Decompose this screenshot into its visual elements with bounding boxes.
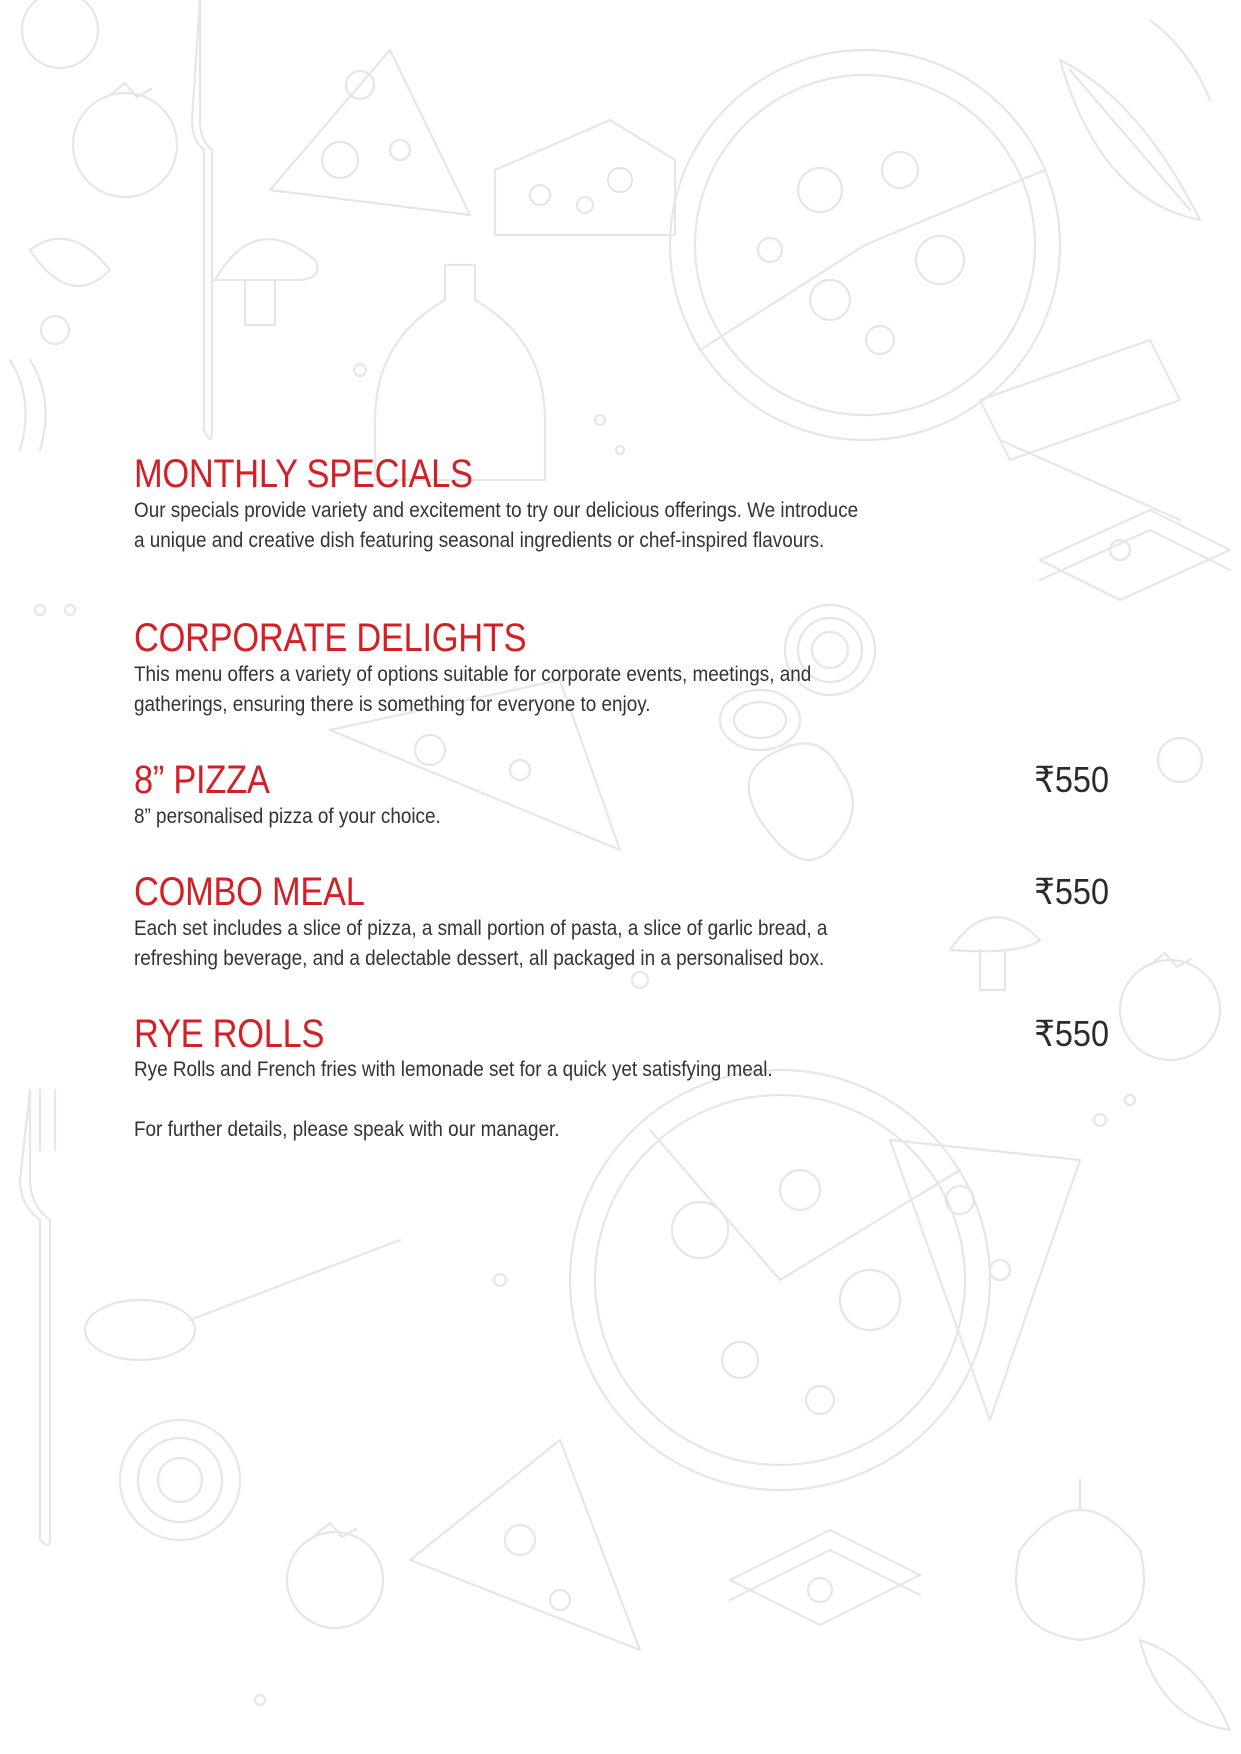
corporate-delights-desc-line2: gatherings, ensuring there is something for everyone to enjoy. — [134, 693, 651, 716]
corporate-delights-desc-line1: This menu offers a variety of options suitable for corporate events, meetings, and — [134, 663, 812, 686]
item-desc-combo-meal-line2: refreshing beverage, and a delectable dessert, all packaged in a personalised box. — [134, 947, 825, 970]
monthly-specials-desc-line2: a unique and creative dish featuring seasonal ingredients or chef-inspired flavours. — [134, 529, 825, 552]
corporate-delights-desc — [134, 660, 944, 720]
item-desc-combo-meal — [134, 914, 944, 974]
corporate-delights-title: CORPORATE DELIGHTS — [134, 616, 527, 660]
item-desc-rye-rolls-line1: Rye Rolls and French fries with lemonade set for a quick yet satisfying meal. — [134, 1058, 773, 1081]
item-price-rye-rolls: ₹550 — [1034, 1013, 1109, 1054]
monthly-specials-desc — [134, 496, 944, 556]
item-desc-pizza-line1: 8” personalised pizza of your choice. — [134, 805, 441, 828]
item-desc-pizza — [134, 802, 944, 832]
item-price-pizza: ₹550 — [1034, 759, 1109, 800]
item-title-rye-rolls: RYE ROLLS — [134, 1012, 325, 1056]
monthly-specials-title: MONTHLY SPECIALS — [134, 452, 473, 496]
item-price-combo-meal: ₹550 — [1034, 871, 1109, 912]
item-desc-combo-meal-line1: Each set includes a slice of pizza, a small portion of pasta, a slice of garlic bread, a — [134, 917, 828, 940]
item-title-combo-meal: COMBO MEAL — [134, 870, 365, 914]
footer-note: For further details, please speak with our manager. — [134, 1118, 560, 1141]
monthly-specials-desc-line1: Our specials provide variety and excitement to try our delicious offerings. We introduce — [134, 499, 859, 522]
item-title-pizza: 8” PIZZA — [134, 758, 270, 802]
item-desc-rye-rolls — [134, 1055, 944, 1085]
